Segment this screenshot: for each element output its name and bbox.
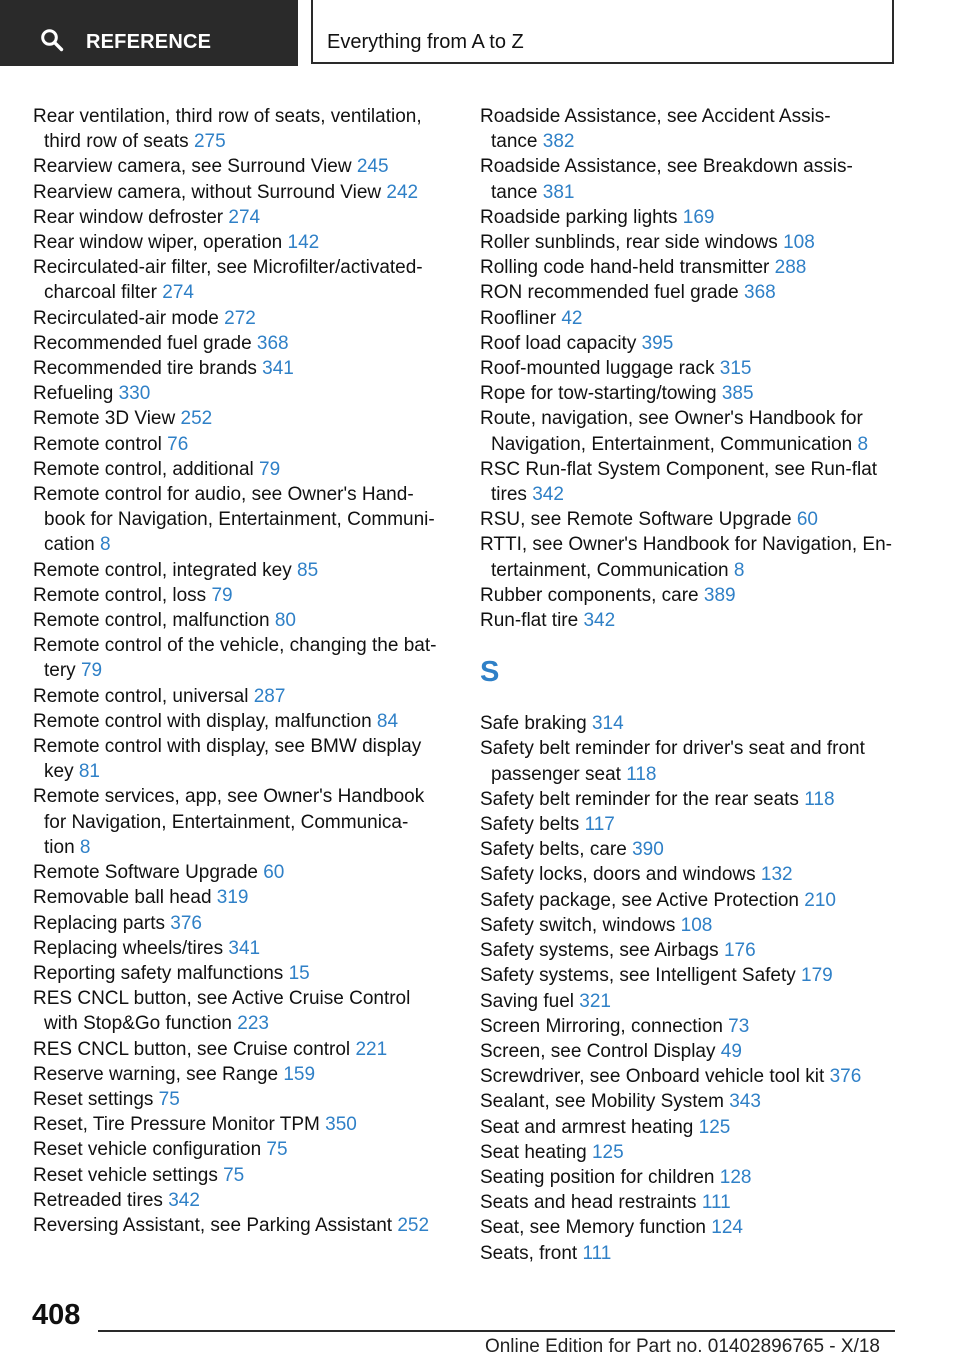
- page-link[interactable]: 274: [228, 206, 261, 228]
- index-entry: [33, 608, 453, 633]
- index-entry-text: Roadside parking lights: [480, 206, 683, 228]
- page-link[interactable]: 79: [211, 584, 233, 606]
- index-entry: [480, 1014, 900, 1039]
- index-entry-text: Reversing Assistant, see Parking Assistant: [33, 1214, 398, 1236]
- page-link[interactable]: 376: [829, 1066, 862, 1088]
- index-entry: [33, 583, 453, 608]
- index-entry: [480, 862, 900, 887]
- index-entry-text: key: [44, 761, 79, 783]
- index-entry-text: Remote control with display, malfunction: [33, 710, 377, 732]
- page-link[interactable]: 314: [591, 713, 624, 735]
- index-entry: [480, 280, 900, 305]
- index-group-s: [480, 711, 900, 1265]
- index-entry: [33, 482, 453, 558]
- index-entry-text: Run-flat tire: [480, 610, 584, 632]
- index-entry-text: Screwdriver, see Onboard vehicle tool kit: [480, 1066, 830, 1088]
- search-icon: [40, 28, 64, 52]
- index-group-r: [480, 104, 900, 633]
- page-link[interactable]: 49: [720, 1040, 742, 1062]
- index-entry: [33, 911, 453, 936]
- page-link[interactable]: 169: [682, 206, 715, 228]
- page-link[interactable]: 79: [259, 458, 281, 480]
- index-entry-text: Safety switch, windows: [480, 914, 681, 936]
- page-link[interactable]: 350: [325, 1114, 357, 1136]
- index-entry: [480, 1039, 900, 1064]
- index-entry-text: Remote 3D View: [33, 408, 181, 430]
- index-entry: [33, 885, 453, 910]
- index-entry-text: with Stop&Go function: [44, 1013, 238, 1035]
- page-link[interactable]: 42: [561, 307, 583, 329]
- page-link[interactable]: 342: [583, 610, 616, 632]
- index-column-left: [33, 104, 453, 1238]
- page-link[interactable]: 272: [224, 307, 256, 329]
- page-link[interactable]: 288: [774, 257, 807, 279]
- index-entry: [33, 306, 453, 331]
- page-link[interactable]: 376: [170, 912, 202, 934]
- page-link[interactable]: 125: [591, 1141, 624, 1163]
- index-entry: [33, 381, 453, 406]
- index-entry-text: Reserve warning, see Range: [33, 1063, 284, 1085]
- index-entry-text: Safety belt reminder for driver's seat and front: [480, 738, 865, 760]
- index-entry-text: charcoal filter: [44, 282, 163, 304]
- index-entry-text: Rearview camera, see Surround View: [33, 156, 357, 178]
- page-link[interactable]: 15: [288, 962, 310, 984]
- page-link[interactable]: 111: [701, 1192, 731, 1214]
- page-link[interactable]: 124: [711, 1217, 743, 1239]
- chapter-title: Everything from A to Z: [327, 31, 524, 53]
- index-entry: [33, 255, 453, 305]
- index-entry: [33, 1163, 453, 1188]
- index-entry-text: Roadside Assistance, see Accident Assis-: [480, 106, 831, 127]
- page-link[interactable]: 79: [80, 660, 103, 682]
- index-entry: [480, 583, 900, 608]
- index-entry-text: Safety locks, doors and windows: [480, 864, 761, 886]
- index-entry-text: tance: [491, 181, 543, 203]
- index-entry-text: Safety systems, see Airbags: [480, 940, 724, 962]
- index-entry: [33, 784, 453, 860]
- index-entry-text: Refueling: [33, 383, 119, 405]
- page-link[interactable]: 179: [801, 965, 833, 987]
- page-link[interactable]: 117: [584, 814, 615, 836]
- index-entry-text: Route, navigation, see Owner's Handbook for: [480, 408, 863, 430]
- page-link[interactable]: 395: [641, 332, 674, 354]
- page-link[interactable]: 252: [397, 1214, 430, 1236]
- index-entry-text: Safety belts, care: [480, 839, 633, 861]
- index-entry: [33, 331, 453, 356]
- index-entry-text: Seats, front: [480, 1242, 583, 1264]
- page-link[interactable]: 368: [744, 282, 776, 304]
- index-entry-text: Rope for tow-starting/towing: [480, 383, 722, 405]
- index-entry: [480, 837, 900, 862]
- index-entry-text: tires: [491, 484, 533, 506]
- page-link[interactable]: 341: [262, 358, 294, 380]
- page-link[interactable]: 275: [193, 131, 226, 153]
- index-entry: [33, 1037, 453, 1062]
- page-link[interactable]: 85: [297, 559, 319, 581]
- index-entry: [480, 205, 900, 230]
- index-entry: [33, 961, 453, 986]
- index-entry-text: Recommended fuel grade: [33, 332, 257, 354]
- page-link[interactable]: 60: [263, 862, 285, 884]
- index-entry-text: RSU, see Remote Software Upgrade: [480, 509, 797, 531]
- index-entry: [480, 532, 900, 582]
- index-entry-text: Retreaded tires: [33, 1189, 169, 1211]
- page-link[interactable]: 81: [78, 761, 100, 783]
- page-link[interactable]: 80: [274, 610, 296, 632]
- page-link[interactable]: 330: [118, 383, 151, 405]
- page-number: 408: [32, 1299, 81, 1331]
- index-entry: [33, 684, 453, 709]
- index-entry-text: RON recommended fuel grade: [480, 282, 745, 304]
- page-link[interactable]: 385: [721, 383, 754, 405]
- index-entry-text: Safety belt reminder for the rear seats: [480, 788, 805, 810]
- index-column-right: [480, 104, 900, 1266]
- index-entry-text: Roof-mounted luggage rack: [480, 358, 720, 380]
- index-entry: [480, 1241, 900, 1266]
- page-link[interactable]: 223: [237, 1013, 269, 1035]
- page-link[interactable]: 390: [632, 839, 664, 861]
- index-entry-text: book for Navigation, Entertainment, Communi-: [44, 509, 435, 531]
- index-entry: [480, 154, 900, 204]
- index-entry-text: Remote control of the vehicle, changing the bat-: [33, 635, 437, 657]
- page-link[interactable]: 242: [386, 181, 419, 203]
- footer-edition: Online Edition for Part no. 01402896765 - X/18: [484, 1336, 880, 1357]
- index-entry-text: Roofliner: [480, 307, 562, 329]
- index-entry-text: Seat, see Memory function: [480, 1217, 712, 1239]
- reference-tab-label: REFERENCE: [86, 31, 212, 53]
- index-entry-text: Rear window wiper, operation: [33, 232, 288, 254]
- index-entry-text: Remote control with display, see BMW display: [33, 736, 422, 758]
- page-link[interactable]: 319: [216, 887, 249, 909]
- index-entry: [33, 104, 453, 154]
- index-entry-text: Seat heating: [480, 1141, 592, 1163]
- index-entry: [33, 936, 453, 961]
- index-entry: [33, 1112, 453, 1137]
- index-entry-text: Saving fuel: [480, 990, 580, 1012]
- index-entry-text: tance: [491, 131, 543, 153]
- footer-divider: [98, 1330, 895, 1332]
- page-link[interactable]: 252: [180, 408, 213, 430]
- page-link[interactable]: 274: [162, 282, 194, 304]
- section-letter: S: [480, 656, 500, 689]
- page-link[interactable]: 8: [857, 433, 869, 455]
- page-link[interactable]: 210: [804, 889, 836, 911]
- index-entry-text: Rubber components, care: [480, 584, 704, 606]
- page-link[interactable]: 287: [253, 685, 286, 707]
- page-link[interactable]: 341: [228, 937, 261, 959]
- index-entry-text: Rear ventilation, third row of seats, ventilation,: [33, 106, 422, 127]
- page-link[interactable]: 118: [804, 788, 835, 810]
- index-entry: [480, 787, 900, 812]
- index-entry: [480, 255, 900, 280]
- page-link[interactable]: 75: [158, 1088, 180, 1110]
- index-entry-text: Sealant, see Mobility System: [480, 1091, 730, 1113]
- index-entry-text: RES CNCL button, see Cruise control: [33, 1038, 356, 1060]
- index-entry: [33, 432, 453, 457]
- index-entry-text: RTTI, see Owner's Handbook for Navigation, En-: [480, 534, 892, 556]
- index-entry: [480, 963, 900, 988]
- index-entry-text: Remote control, malfunction: [33, 610, 275, 632]
- index-entry: [480, 989, 900, 1014]
- index-entry-text: tertainment, Communication: [491, 559, 734, 581]
- page-link[interactable]: 343: [729, 1091, 761, 1113]
- index-entry-text: Reporting safety malfunctions: [33, 962, 289, 984]
- index-entry: [33, 356, 453, 381]
- index-entry-text: Remote control, integrated key: [33, 559, 298, 581]
- index-entry-text: Reset vehicle configuration: [33, 1139, 267, 1161]
- index-entry: [33, 986, 453, 1036]
- index-entry-text: Recirculated-air filter, see Microfilter/activated-: [33, 257, 423, 279]
- index-entry-text: Replacing wheels/tires: [33, 937, 229, 959]
- index-entry: [480, 1064, 900, 1089]
- page-link[interactable]: 381: [542, 181, 575, 203]
- index-entry-text: Screen Mirroring, connection: [480, 1015, 729, 1037]
- index-entry-text: Seats and head restraints: [480, 1192, 702, 1214]
- index-entry: [480, 711, 900, 736]
- index-entry-text: tery: [44, 660, 81, 682]
- index-entry-text: Remote control, loss: [33, 584, 212, 606]
- index-entry-text: Safety systems, see Intelligent Safety: [480, 965, 802, 987]
- page-link[interactable]: 176: [723, 940, 756, 962]
- index-entry-text: Reset settings: [33, 1088, 159, 1110]
- index-entry-text: Replacing parts: [33, 912, 171, 934]
- index-entry: [480, 381, 900, 406]
- page-link[interactable]: 368: [256, 332, 289, 354]
- page-link[interactable]: 142: [287, 232, 320, 254]
- index-entry: [480, 306, 900, 331]
- index-entry: [480, 1215, 900, 1240]
- page-link[interactable]: 118: [626, 763, 657, 785]
- page-link[interactable]: 84: [376, 710, 399, 732]
- page-link[interactable]: 60: [796, 509, 818, 531]
- page-link[interactable]: 108: [680, 914, 713, 936]
- index-entry: [33, 154, 453, 179]
- page-link[interactable]: 159: [283, 1063, 316, 1085]
- page-link[interactable]: 321: [579, 990, 611, 1012]
- index-entry-text: RSC Run-flat System Component, see Run-flat: [480, 458, 878, 480]
- page-link[interactable]: 342: [532, 484, 564, 506]
- index-entry: [480, 1190, 900, 1215]
- page-header: [0, 0, 960, 66]
- index-entry: [33, 205, 453, 230]
- index-entry-text: RES CNCL button, see Active Cruise Control: [33, 988, 411, 1010]
- index-entry: [33, 709, 453, 734]
- page-link[interactable]: 8: [79, 836, 91, 858]
- index-entry: [480, 356, 900, 381]
- index-entry: [33, 860, 453, 885]
- index-entry-text: cation: [44, 534, 100, 556]
- page-link[interactable]: 315: [719, 358, 752, 380]
- index-entry: [480, 1165, 900, 1190]
- page-link[interactable]: 73: [728, 1015, 750, 1037]
- chapter-title-tab: [311, 0, 894, 64]
- index-entry: [33, 1137, 453, 1162]
- index-entry-text: passenger seat: [491, 763, 627, 785]
- index-entry-text: third row of seats: [44, 131, 194, 153]
- index-entry: [33, 230, 453, 255]
- index-entry-text: Rearview camera, without Surround View: [33, 181, 387, 203]
- index-entry-text: Remote Software Upgrade: [33, 862, 264, 884]
- index-entry-text: Reset vehicle settings: [33, 1164, 224, 1186]
- page-link[interactable]: 245: [356, 156, 389, 178]
- page-link[interactable]: 132: [760, 864, 793, 886]
- index-entry: [480, 1115, 900, 1140]
- index-entry: [33, 633, 453, 683]
- reference-tab[interactable]: [0, 0, 298, 66]
- page-link[interactable]: 75: [266, 1139, 288, 1161]
- index-entry-text: Remote control, universal: [33, 685, 254, 707]
- index-entry-text: Safety belts: [480, 814, 585, 836]
- index-entry: [480, 913, 900, 938]
- page-link[interactable]: 76: [167, 433, 189, 455]
- index-entry: [480, 888, 900, 913]
- index-entry-text: Navigation, Entertainment, Communication: [491, 433, 858, 455]
- index-entry-text: Recirculated-air mode: [33, 307, 225, 329]
- index-entry-text: Remote services, app, see Owner's Handbook: [33, 786, 425, 808]
- index-entry-text: Seating position for children: [480, 1166, 720, 1188]
- index-entry: [480, 938, 900, 963]
- page-link[interactable]: 389: [703, 584, 736, 606]
- page-link[interactable]: 111: [582, 1242, 612, 1264]
- index-entry: [480, 736, 900, 786]
- page-link[interactable]: 108: [783, 232, 815, 254]
- index-entry: [33, 1087, 453, 1112]
- page-link[interactable]: 8: [99, 534, 111, 556]
- index-entry: [480, 331, 900, 356]
- index-entry-text: Seat and armrest heating: [480, 1116, 699, 1138]
- index-entry: [480, 406, 900, 456]
- page-link[interactable]: 221: [355, 1038, 388, 1060]
- index-entry-text: Rear window defroster: [33, 206, 229, 228]
- index-entry-text: Rolling code hand-held transmitter: [480, 257, 775, 279]
- index-entry: [480, 457, 900, 507]
- page-link[interactable]: 75: [223, 1164, 245, 1186]
- index-entry-text: Roof load capacity: [480, 332, 642, 354]
- index-entry: [480, 812, 900, 837]
- index-entry-text: Roller sunblinds, rear side windows: [480, 232, 784, 254]
- index-entry: [33, 1062, 453, 1087]
- index-entry: [33, 558, 453, 583]
- index-entry: [480, 608, 900, 633]
- index-entry-text: Remote control: [33, 433, 168, 455]
- index-entry: [480, 230, 900, 255]
- index-entry: [480, 104, 900, 154]
- index-entry: [480, 507, 900, 532]
- index-entry: [33, 180, 453, 205]
- index-entry: [33, 734, 453, 784]
- index-entry-text: Recommended tire brands: [33, 358, 263, 380]
- index-entry-text: tion: [44, 836, 80, 858]
- index-entry-text: Removable ball head: [33, 887, 217, 909]
- index-entry: [33, 1188, 453, 1213]
- page-link[interactable]: 8: [733, 559, 745, 581]
- page-link[interactable]: 382: [542, 131, 575, 153]
- index-entry-text: Screen, see Control Display: [480, 1040, 721, 1062]
- page-link[interactable]: 128: [719, 1166, 752, 1188]
- index-entry: [480, 1140, 900, 1165]
- page-link[interactable]: 125: [698, 1116, 731, 1138]
- index-entry: [33, 1213, 453, 1238]
- index-entry-text: Safe braking: [480, 713, 592, 735]
- index-entry-text: Reset, Tire Pressure Monitor TPM: [33, 1114, 326, 1136]
- index-entry-text: Safety package, see Active Protection: [480, 889, 805, 911]
- index-entry-text: for Navigation, Entertainment, Communica-: [44, 811, 409, 833]
- index-entry: [480, 1089, 900, 1114]
- index-entry: [33, 406, 453, 431]
- index-entry-text: Remote control, additional: [33, 458, 260, 480]
- index-entry-text: Roadside Assistance, see Breakdown assis-: [480, 156, 853, 178]
- index-entry-text: Remote control for audio, see Owner's Hand-: [33, 484, 414, 506]
- index-entry: [33, 457, 453, 482]
- page-link[interactable]: 342: [168, 1189, 200, 1211]
